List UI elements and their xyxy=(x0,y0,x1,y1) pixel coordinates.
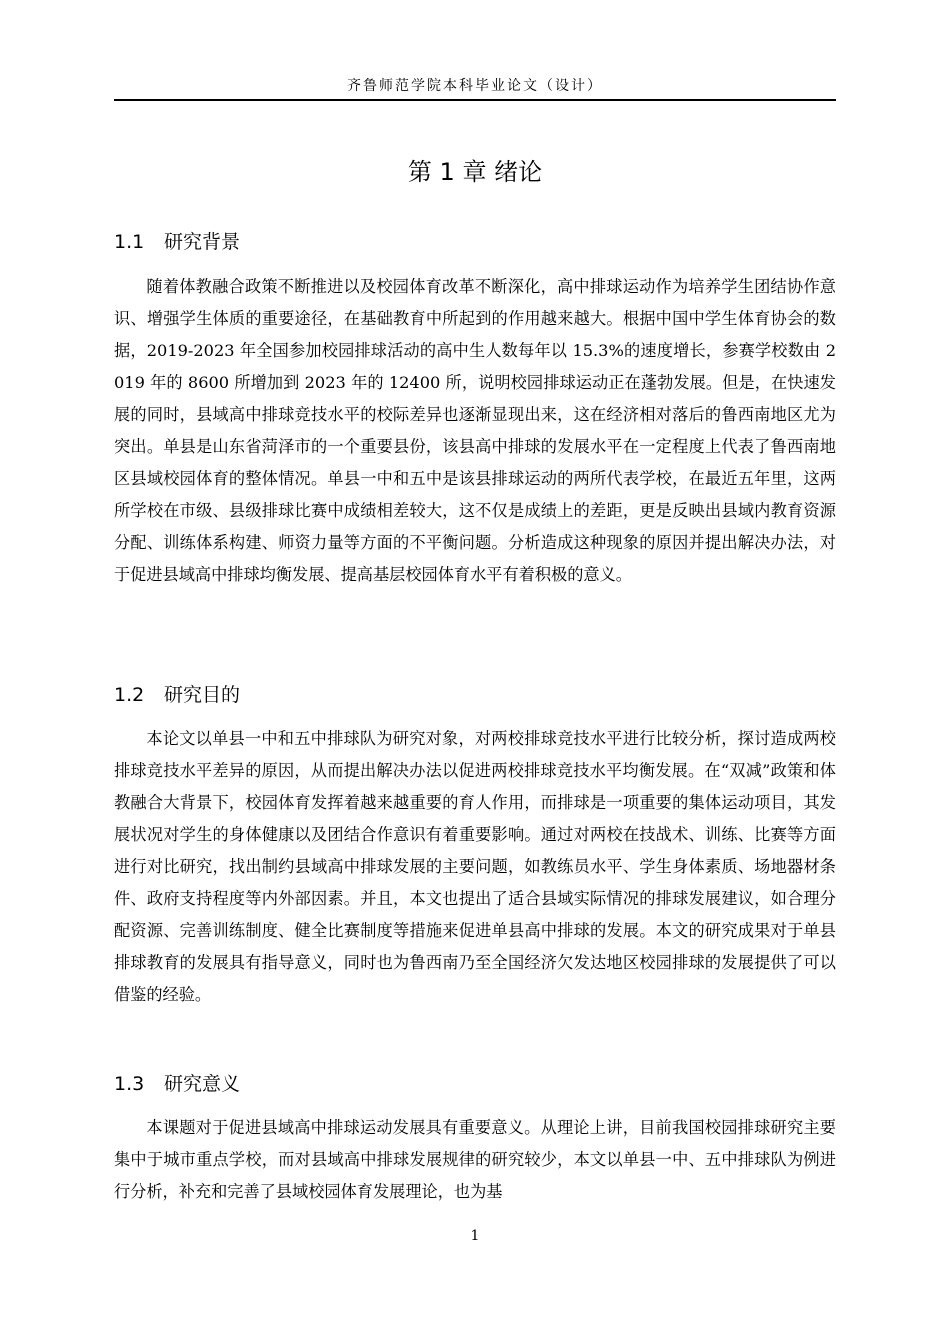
section-title: 研究背景 xyxy=(164,231,241,253)
page-number: 1 xyxy=(470,1228,480,1244)
section-research-significance xyxy=(114,1070,836,1208)
section-number: 1.1 xyxy=(114,231,145,253)
section-title: 研究目的 xyxy=(164,684,241,706)
section-research-purpose xyxy=(114,681,836,1011)
chapter-title: 第 1 章 绪论 xyxy=(407,158,543,186)
section-title: 研究意义 xyxy=(164,1073,241,1095)
body-paragraph: 本课题对于促进县域高中排球运动发展具有重要意义。从理论上讲，目前我国校园排球研究主要集中于城市重点学校，而对县域高中排球发展规律的研究较少，本文以单县一中、五中排球队为例进行分析，补充和完善了县域校园体育发展理论，也为基 xyxy=(114,1118,836,1201)
section-heading xyxy=(114,228,836,256)
running-header: 齐鲁师范学院本科毕业论文（设计） xyxy=(347,78,603,94)
section-number: 1.2 xyxy=(114,684,145,706)
header-rule xyxy=(114,99,836,101)
body-paragraph: 随着体教融合政策不断推进以及校园体育改革不断深化，高中排球运动作为培养学生团结协作意识、增强学生体质的重要途径，在基础教育中所起到的作用越来越大。根据中国中学生体育协会的数据，2019-2023 年全国参加校园排球活动的高中生人数每年以 15.3%的速度增长，参赛学校数由 2019 年的 8600 所增加到 2023 年的 12400 所，说明校园排球运动正在蓬勃发展。但是，在快速发展的同时，县域高中排球竞技水平的校际差异也逐渐显现出来，这在经济相对落后的鲁西南地区尤为突出。单县是山东省菏泽市的一个重要县份，该县高中排球的发展水平在一定程度上代表了鲁西南地区县域校园体育的整体情况。单县一中和五中是该县排球运动的两所代表学校，在最近五年里，这两所学校在市级、县级排球比赛中成绩相差较大，这不仅是成绩上的差距，更是反映出县域内教育资源分配、训练体系构建、师资力量等方面的不平衡问题。分析造成这种现象的原因并提出解决办法，对于促进县域高中排球均衡发展、提高基层校园体育水平有着积极的意义。 xyxy=(114,277,836,584)
section-research-background xyxy=(114,228,836,591)
section-heading xyxy=(114,1070,836,1098)
body-paragraph: 本论文以单县一中和五中排球队为研究对象，对两校排球竞技水平进行比较分析，探讨造成两校排球竞技水平差异的原因，从而提出解决办法以促进两校排球竞技水平均衡发展。在“双减”政策和体教融合大背景下，校园体育发挥着越来越重要的育人作用，而排球是一项重要的集体运动项目，其发展状况对学生的身体健康以及团结合作意识有着重要影响。通过对两校在技战术、训练、比赛等方面进行对比研究，找出制约县域高中排球发展的主要问题，如教练员水平、学生身体素质、场地器材条件、政府支持程度等内外部因素。并且，本文也提出了适合县域实际情况的排球发展建议，如合理分配资源、完善训练制度、健全比赛制度等措施来促进单县高中排球的发展。本文的研究成果对于单县排球教育的发展具有指导意义，同时也为鲁西南乃至全国经济欠发达地区校园排球的发展提供了可以借鉴的经验。 xyxy=(114,729,836,1004)
section-number: 1.3 xyxy=(114,1073,145,1095)
section-heading xyxy=(114,681,836,709)
